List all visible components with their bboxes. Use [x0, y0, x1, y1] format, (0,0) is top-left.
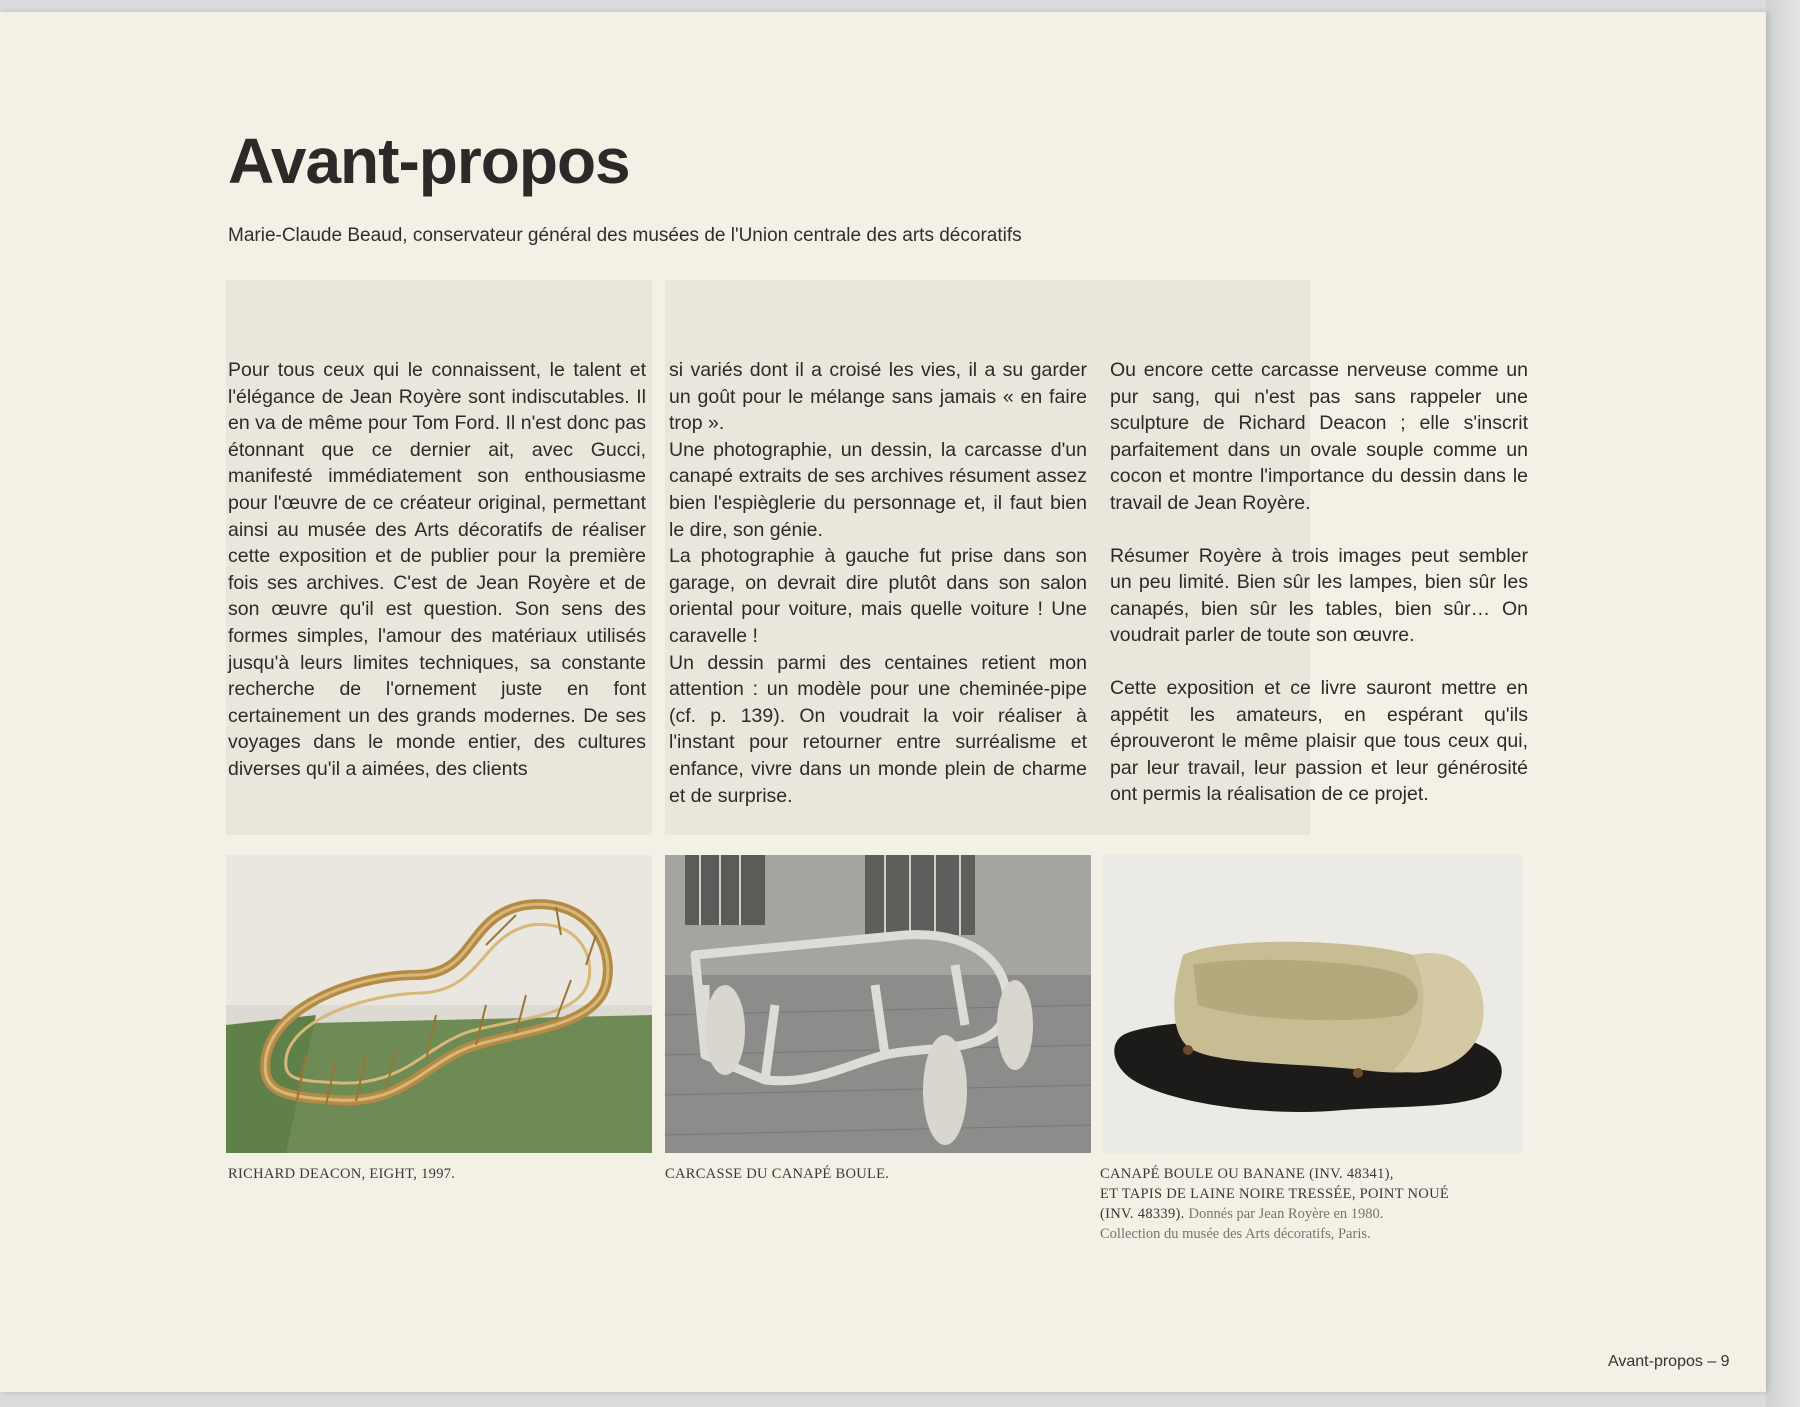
caption-photo-1: RICHARD DEACON, EIGHT, 1997.: [228, 1166, 456, 1182]
paragraph: si variés dont il a croisé les vies, il a su garder un goût pour le mélange sans jamais « en faire trop ».: [669, 359, 1087, 435]
caption-line: ET TAPIS DE LAINE NOIRE TRESSÉE, POINT NOUÉ: [1100, 1186, 1449, 1202]
caption-inv: (INV. 48339).: [1100, 1206, 1185, 1222]
paragraph: Ou encore cette carcasse nerveuse comme un pur sang, qui n'est pas sans rappeler une sculpture de Richard Deacon ; elle s'inscrit parfaitement dans un ovale souple comme un cocon et montre l'importance du dessin dans le travail de Jean Royère.: [1110, 359, 1528, 514]
paragraph: La photographie à gauche fut prise dans son garage, on devrait dire plutôt dans son salon oriental pour voiture, mais quelle voiture ! Une caravelle !: [669, 545, 1087, 647]
paragraph: Un dessin parmi des centaines retient mon attention : un modèle pour une cheminée-pipe (cf. p. 139). On voudrait la voir réaliser à l'instant pour retourner entre surréalisme et enfance, vivre dans un monde plein de charme et de surprise.: [669, 651, 1087, 807]
text-column-1: [228, 357, 646, 783]
caption-credit: Donnés par Jean Royère en 1980.: [1188, 1206, 1384, 1222]
page-footer: Avant-propos – 9: [1608, 1353, 1730, 1370]
paragraph: Cette exposition et ce livre sauront mettre en appétit les amateurs, en espérant qu'ils éprouveront le même plaisir que tous ceux qui, par leur travail, leur passion et leur générosité ont permis la réalisation de ce projet.: [1110, 676, 1528, 806]
caption-line: CANAPÉ BOULE OU BANANE (INV. 48341),: [1100, 1166, 1394, 1182]
caption-line: [1100, 1204, 1560, 1224]
paragraph: Résumer Royère à trois images peut sembler un peu limité. Bien sûr les lampes, bien sûr les canapés, bien sûr les tables, bien sûr… On voudrait parler de toute son œuvre.: [1110, 544, 1528, 647]
page-edge: [1766, 0, 1800, 1407]
photo-deacon-sculpture: [226, 855, 652, 1153]
paragraph: Pour tous ceux qui le connaissent, le talent et l'élégance de Jean Royère sont indiscutables. Il en va de même pour Tom Ford. Il n'est donc pas étonnant que ce dernier ait, avec Gucci, manifesté immédiatement son enthousiasme pour l'œuvre de ce créateur original, permettant ainsi au musée des Arts décoratifs de réaliser cette exposition et de publier pour la première fois ses archives. C'est de Jean Royère et de son œuvre qu'il est question. Son sens des formes simples, l'amour des matériaux utilisés jusqu'à leurs limites techniques, sa constante recherche de l'ornement juste en font certainement un des grands modernes. De ses voyages dans le monde entier, des cultures diverses qu'il a aimées, des clients: [228, 359, 646, 780]
author-line: Marie-Claude Beaud, conservateur général des musées de l'Union centrale des arts décoratifs: [228, 225, 1022, 246]
page-title: Avant-propos: [228, 125, 630, 197]
text-column-2: [669, 357, 1087, 809]
paragraph: Une photographie, un dessin, la carcasse d'un canapé extraits de ses archives résument assez bien l'espièglerie du personnage et, il faut bien le dire, son génie.: [669, 438, 1087, 541]
text-column-3: [1110, 357, 1528, 808]
caption-photo-3: [1100, 1164, 1560, 1244]
photo-boule-sofa: [1103, 855, 1523, 1153]
caption-photo-2: CARCASSE DU CANAPÉ BOULE.: [665, 1166, 890, 1182]
photo-sofa-frame: [665, 855, 1091, 1153]
caption-collection: Collection du musée des Arts décoratifs, Paris.: [1100, 1226, 1371, 1242]
document-page: [0, 12, 1766, 1392]
